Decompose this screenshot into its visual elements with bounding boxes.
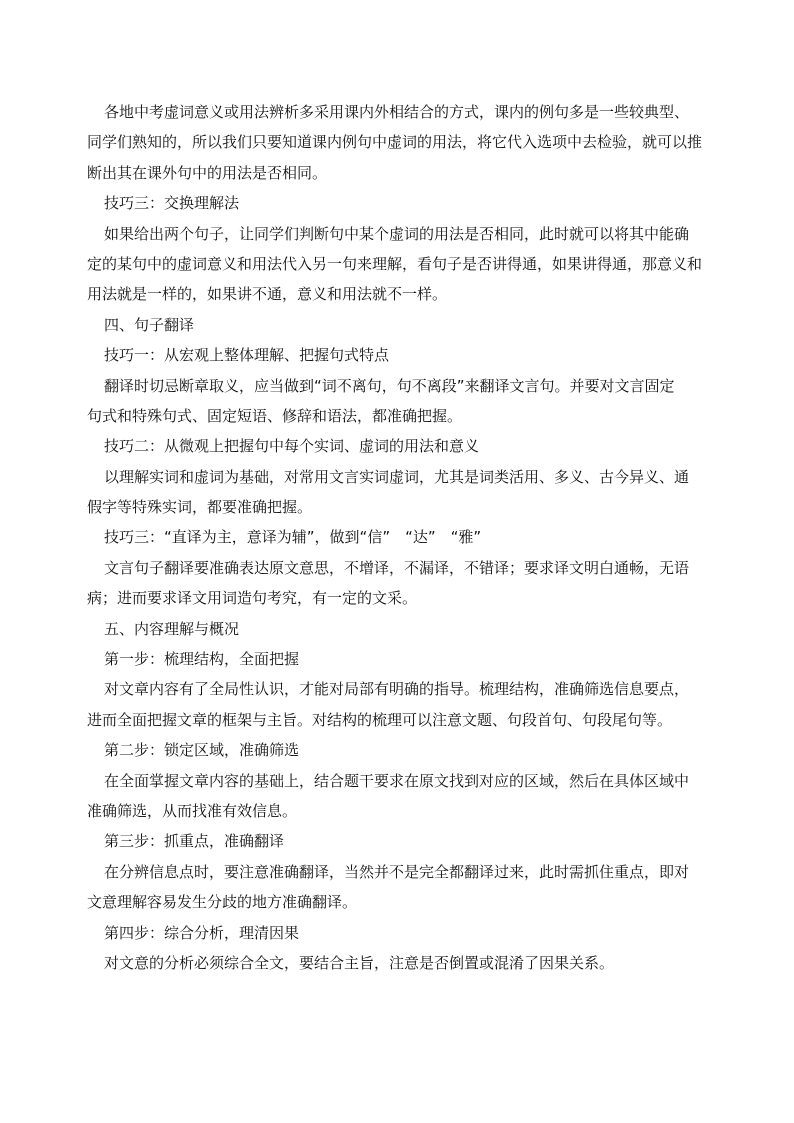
text-line: 病；进而要求译文用词造句考究，有一定的文采。 <box>87 589 418 608</box>
text-line: 句式和特殊句式、固定短语、修辞和语法，都准确把握。 <box>87 406 463 425</box>
text-line: 以理解实词和虚词为基础，对常用文言实词虚词，尤其是词类活用、多义、古今异义、通 <box>104 467 690 486</box>
document-body <box>87 97 723 978</box>
text-line: 对文意的分析必须综合全文，要结合主旨，注意是否倒置或混淆了因果关系。 <box>104 953 615 972</box>
text-line: 进而全面把握文章的框架与主旨。对结构的梳理可以注意文题、句段首句、句段尾句等。 <box>87 710 673 729</box>
text-line: 在分辨信息点时，要注意准确翻译，当然并不是完全都翻译过来，此时需抓住重点，即对 <box>104 862 690 881</box>
text-line: 第二步：锁定区域，准确筛选 <box>104 741 300 760</box>
text-line: 四、句子翻译 <box>104 315 195 334</box>
text-line: 对文章内容有了全局性认识，才能对局部有明确的指导。梳理结构，准确筛选信息要点， <box>104 680 690 699</box>
text-line: 文意理解容易发生分歧的地方准确翻译。 <box>87 893 358 912</box>
text-line: 同学们熟知的，所以我们只要知道课内例句中虚词的用法，将它代入选项中去检验，就可以推 <box>87 133 703 152</box>
text-line: 翻译时切忌断章取义，应当做到“词不离句，句不离段”来翻译文言句。并要对文言固定 <box>104 376 675 395</box>
text-line: 五、内容理解与概况 <box>104 619 240 638</box>
text-line: 断出其在课外句中的用法是否相同。 <box>87 163 328 182</box>
text-line: 技巧三：交换理解法 <box>104 194 240 213</box>
text-line: 技巧三：“直译为主，意译为辅”，做到“信” “达” “雅” <box>104 528 482 547</box>
text-line: 假字等特殊实词，都要准确把握。 <box>87 498 313 517</box>
text-line: 定的某句中的虚词意义和用法代入另一句来理解，看句子是否讲得通，如果讲得通，那意义和 <box>87 254 703 273</box>
text-line: 技巧一：从宏观上整体理解、把握句式特点 <box>104 346 390 365</box>
text-line: 第一步：梳理结构，全面把握 <box>104 650 300 669</box>
text-line: 如果给出两个句子，让同学们判断句中某个虚词的用法是否相同，此时就可以将其中能确 <box>104 224 690 243</box>
text-line: 在全面掌握文章内容的基础上，结合题干要求在原文找到对应的区域，然后在具体区域中 <box>104 771 690 790</box>
text-line: 技巧二：从微观上把握句中每个实词、虚词的用法和意义 <box>104 437 480 456</box>
text-line: 第四步：综合分析，理清因果 <box>104 923 300 942</box>
text-line: 第三步：抓重点，准确翻译 <box>104 832 285 851</box>
text-line: 文言句子翻译要准确表达原文意思，不增译，不漏译，不错译；要求译文明白通畅，无语 <box>104 558 690 577</box>
text-line: 准确筛选，从而找准有效信息。 <box>87 801 298 820</box>
text-line: 用法就是一样的，如果讲不通，意义和用法就不一样。 <box>87 285 448 304</box>
text-line: 各地中考虚词意义或用法辨析多采用课内外相结合的方式，课内的例句多是一些较典型、 <box>104 103 690 121</box>
